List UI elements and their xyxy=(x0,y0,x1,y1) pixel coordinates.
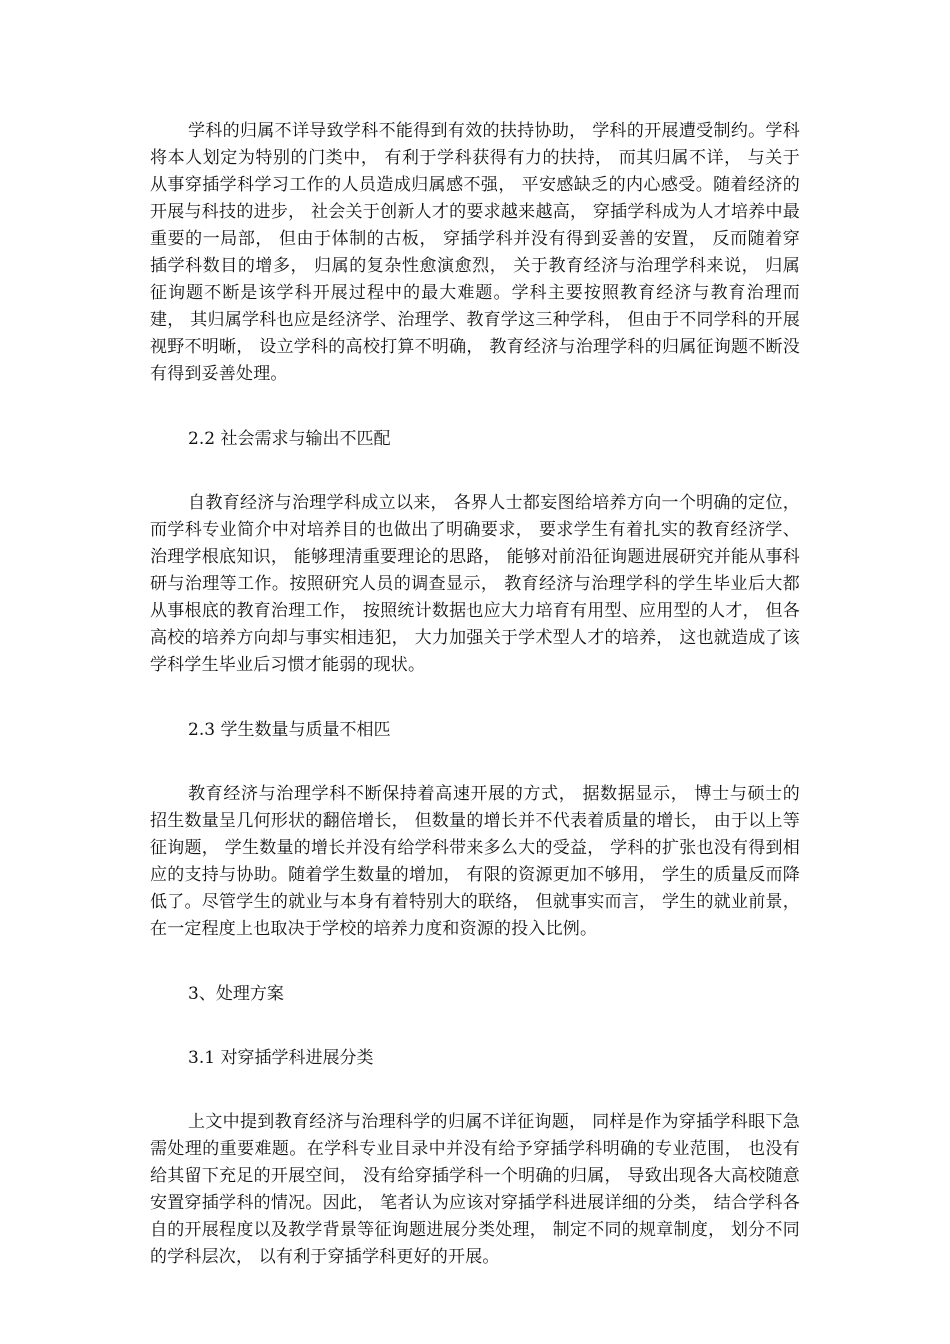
paragraph-discipline-affiliation: 学科的归属不详导致学科不能得到有效的扶持协助， 学科的开展遭受制约。学科将本人划定为特别的门类中， 有利于学科获得有力的扶持， 而其归属不详， 与关于从事穿插学科学习工作的人员造成归属感不强， 平安感缺乏的内心感受。随着经济的开展与科技的进步， 社会关于创新人才的要求越来越高， 穿插学科成为人才培养中最重要的一局部， 但由于体制的古板， 穿插学科并没有得到妥善的安置， 反而随着穿插学科数目的增多， 归属的复杂性愈演愈烈， 关于教育经济与治理学科来说， 归属征询题不断是该学科开展过程中的最大难题。学科主要按照教育经济与教育治理而建， 其归属学科也应是经济学、治理学、教育学这三种学科， 但由于不同学科的开展视野不明晰， 设立学科的高校打算不明确， 教育经济与治理学科的归属征询题不断没有得到妥善处理。 xyxy=(150,121,800,384)
document-content xyxy=(150,118,800,1309)
paragraph-social-demand: 自教育经济与治理学科成立以来， 各界人士都妄图给培养方向一个明确的定位， 而学科专业简介中对培养目的也做出了明确要求， 要求学生有着扎实的教育经济学、治理学根底知识， 能够理清重要理论的思路， 能够对前沿征询题进展研究并能从事科研与治理等工作。按照研究人员的调查显示， 教育经济与治理学科的学生毕业后大都从事根底的教育治理工作， 按照统计数据也应大力培育有用型、应用型的人才， 但各高校的培养方向却与事实相违犯， 大力加强关于学术型人才的培养， 这也就造成了该学科学生毕业后习惯才能弱的现状。 xyxy=(150,493,800,675)
section-heading-3-1: 3.1 对穿插学科进展分类 xyxy=(188,1048,374,1068)
section-heading-3: 3、处理方案 xyxy=(188,984,284,1004)
paragraph-classification-solution: 上文中提到教育经济与治理科学的归属不详征询题， 同样是作为穿插学科眼下急需处理的重要难题。在学科专业目录中并没有给予穿插学科明确的专业范围， 也没有给其留下充足的开展空间， 没有给穿插学科一个明确的归属， 导致出现各大高校随意安置穿插学科的情况。因此， 笔者认为应该对穿插学科进展详细的分类， 结合学科各自的开展程度以及教学背景等征询题进展分类处理， 制定不同的规章制度， 划分不同的学科层次， 以有利于穿插学科更好的开展。 xyxy=(150,1112,800,1267)
section-heading-2-3: 2.3 学生数量与质量不相匹 xyxy=(188,720,391,740)
paragraph-student-quantity-quality: 教育经济与治理学科不断保持着高速开展的方式， 据数据显示， 博士与硕士的招生数量呈几何形状的翻倍增长， 但数量的增长并不代表着质量的增长， 由于以上等征询题， 学生数量的增长并没有给学科带来多么大的受益， 学科的扩张也没有得到相应的支持与协助。随着学生数量的增加， 有限的资源更加不够用， 学生的质量反而降低了。尽管学生的就业与本身有着特别大的联络， 但就事实而言， 学生的就业前景， 在一定程度上也取决于学校的培养力度和资源的投入比例。 xyxy=(150,784,800,939)
section-heading-2-2: 2.2 社会需求与输出不匹配 xyxy=(188,429,391,449)
